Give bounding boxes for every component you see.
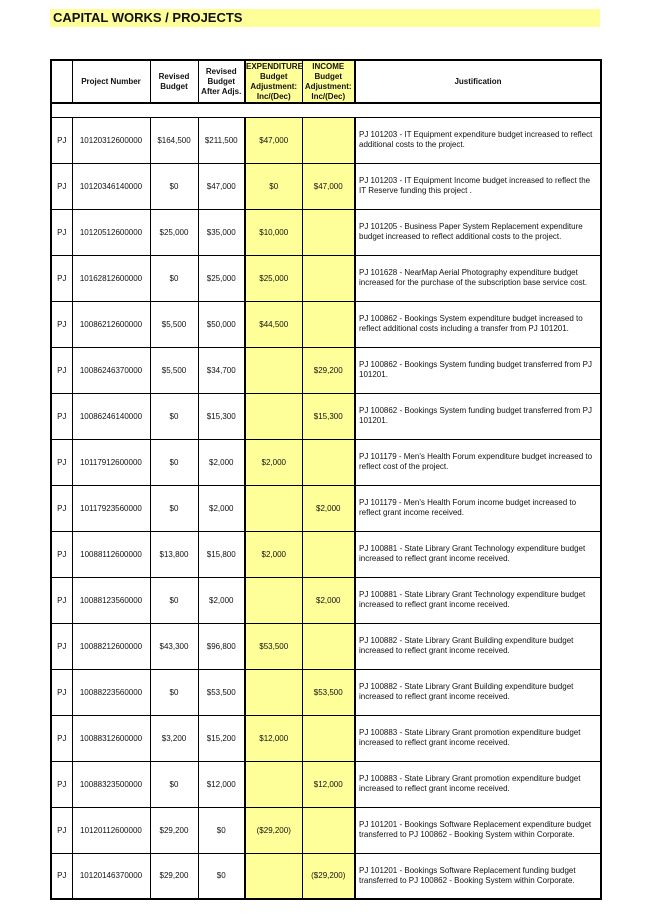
cell-income xyxy=(302,255,355,301)
cell-expenditure xyxy=(245,347,302,393)
cell-justification: PJ 101179 - Men's Health Forum expenditure budget increased to reflect cost of the project. xyxy=(355,439,601,485)
cell-revised-budget: $25,000 xyxy=(150,209,198,255)
cell-project-number: 10086246140000 xyxy=(72,393,150,439)
cell-justification: PJ 101203 - IT Equipment expenditure budget increased to reflect additional costs to the project. xyxy=(355,117,601,163)
cell-income: $15,300 xyxy=(302,393,355,439)
cell-type: PJ xyxy=(51,807,72,853)
cell-justification: PJ 100862 - Bookings System funding budget transferred from PJ 101201. xyxy=(355,393,601,439)
cell-revised-budget: $0 xyxy=(150,255,198,301)
cell-justification: PJ 100882 - State Library Grant Building expenditure budget increased to reflect grant income received. xyxy=(355,669,601,715)
cell-revised-after: $50,000 xyxy=(198,301,245,347)
cell-revised-after: $15,300 xyxy=(198,393,245,439)
cell-revised-budget: $0 xyxy=(150,761,198,807)
cell-project-number: 10117923560000 xyxy=(72,485,150,531)
cell-project-number: 10120512600000 xyxy=(72,209,150,255)
cell-revised-after: $211,500 xyxy=(198,117,245,163)
cell-project-number: 10088223560000 xyxy=(72,669,150,715)
table-row xyxy=(51,761,601,807)
cell-expenditure: $0 xyxy=(245,163,302,209)
cell-justification: PJ 100883 - State Library Grant promotion expenditure budget increased to reflect grant income received. xyxy=(355,761,601,807)
cell-justification: PJ 100862 - Bookings System expenditure budget increased to reflect additional costs including a transfer from PJ 101201. xyxy=(355,301,601,347)
cell-project-number: 10120346140000 xyxy=(72,163,150,209)
header-revised-after: Revised Budget After Adjs. xyxy=(198,60,245,103)
cell-income xyxy=(302,439,355,485)
cell-expenditure: ($29,200) xyxy=(245,807,302,853)
cell-income: $29,200 xyxy=(302,347,355,393)
cell-income xyxy=(302,531,355,577)
cell-revised-budget: $0 xyxy=(150,577,198,623)
capital-works-table xyxy=(50,59,602,900)
cell-revised-after: $2,000 xyxy=(198,577,245,623)
cell-expenditure xyxy=(245,577,302,623)
cell-type: PJ xyxy=(51,531,72,577)
table-row xyxy=(51,807,601,853)
cell-project-number: 10120112600000 xyxy=(72,807,150,853)
cell-income xyxy=(302,301,355,347)
header-type xyxy=(51,60,72,103)
cell-justification: PJ 100862 - Bookings System funding budget transferred from PJ 101201. xyxy=(355,347,601,393)
table-row xyxy=(51,531,601,577)
cell-revised-after: $96,800 xyxy=(198,623,245,669)
cell-income: $47,000 xyxy=(302,163,355,209)
cell-type: PJ xyxy=(51,209,72,255)
cell-revised-budget: $0 xyxy=(150,393,198,439)
cell-revised-after: $25,000 xyxy=(198,255,245,301)
cell-revised-after: $0 xyxy=(198,807,245,853)
cell-revised-after: $47,000 xyxy=(198,163,245,209)
title-bar xyxy=(50,9,600,27)
cell-expenditure: $12,000 xyxy=(245,715,302,761)
cell-justification: PJ 100882 - State Library Grant Building expenditure budget increased to reflect grant income received. xyxy=(355,623,601,669)
cell-revised-budget: $0 xyxy=(150,485,198,531)
cell-justification: PJ 101203 - IT Equipment Income budget increased to reflect the IT Reserve funding this project . xyxy=(355,163,601,209)
cell-project-number: 10120146370000 xyxy=(72,853,150,899)
table-row xyxy=(51,577,601,623)
header-expenditure: EXPENDITURE Budget Adjustment: Inc/(Dec) xyxy=(245,60,302,103)
cell-revised-after: $35,000 xyxy=(198,209,245,255)
page-title: CAPITAL WORKS / PROJECTS xyxy=(53,10,243,25)
cell-revised-after: $34,700 xyxy=(198,347,245,393)
cell-revised-after: $2,000 xyxy=(198,485,245,531)
cell-expenditure: $2,000 xyxy=(245,439,302,485)
cell-type: PJ xyxy=(51,485,72,531)
cell-expenditure xyxy=(245,669,302,715)
cell-expenditure: $25,000 xyxy=(245,255,302,301)
cell-revised-budget: $29,200 xyxy=(150,853,198,899)
cell-revised-after: $15,800 xyxy=(198,531,245,577)
cell-type: PJ xyxy=(51,255,72,301)
table-row xyxy=(51,209,601,255)
cell-type: PJ xyxy=(51,301,72,347)
cell-income: $12,000 xyxy=(302,761,355,807)
cell-income: $2,000 xyxy=(302,485,355,531)
cell-type: PJ xyxy=(51,623,72,669)
cell-income xyxy=(302,209,355,255)
cell-type: PJ xyxy=(51,347,72,393)
cell-justification: PJ 101179 - Men's Health Forum income budget increased to reflect grant income received. xyxy=(355,485,601,531)
cell-revised-after: $53,500 xyxy=(198,669,245,715)
cell-revised-after: $15,200 xyxy=(198,715,245,761)
cell-expenditure: $2,000 xyxy=(245,531,302,577)
cell-project-number: 10086212600000 xyxy=(72,301,150,347)
cell-income: ($29,200) xyxy=(302,853,355,899)
table-row xyxy=(51,715,601,761)
cell-income xyxy=(302,715,355,761)
cell-revised-budget: $5,500 xyxy=(150,301,198,347)
cell-type: PJ xyxy=(51,669,72,715)
cell-income: $2,000 xyxy=(302,577,355,623)
cell-type: PJ xyxy=(51,577,72,623)
cell-expenditure xyxy=(245,761,302,807)
cell-justification: PJ 100881 - State Library Grant Technology expenditure budget increased to reflect grant income received. xyxy=(355,577,601,623)
cell-revised-after: $0 xyxy=(198,853,245,899)
cell-revised-budget: $5,500 xyxy=(150,347,198,393)
cell-type: PJ xyxy=(51,117,72,163)
cell-revised-budget: $29,200 xyxy=(150,807,198,853)
table-row xyxy=(51,669,601,715)
cell-income: $53,500 xyxy=(302,669,355,715)
table-row xyxy=(51,255,601,301)
cell-expenditure xyxy=(245,393,302,439)
header-revised-budget: Revised Budget xyxy=(150,60,198,103)
cell-type: PJ xyxy=(51,715,72,761)
header-row xyxy=(51,60,601,103)
cell-project-number: 10088123560000 xyxy=(72,577,150,623)
cell-expenditure: $47,000 xyxy=(245,117,302,163)
cell-type: PJ xyxy=(51,439,72,485)
cell-income xyxy=(302,117,355,163)
table-row xyxy=(51,485,601,531)
header-project-number: Project Number xyxy=(72,60,150,103)
cell-expenditure xyxy=(245,853,302,899)
cell-type: PJ xyxy=(51,163,72,209)
spacer-row xyxy=(51,103,601,117)
header-income: INCOME Budget Adjustment: Inc/(Dec) xyxy=(302,60,355,103)
cell-project-number: 10088312600000 xyxy=(72,715,150,761)
cell-project-number: 10162812600000 xyxy=(72,255,150,301)
table-row xyxy=(51,439,601,485)
table-row xyxy=(51,393,601,439)
cell-expenditure: $44,500 xyxy=(245,301,302,347)
cell-project-number: 10088212600000 xyxy=(72,623,150,669)
cell-revised-budget: $0 xyxy=(150,439,198,485)
cell-project-number: 10120312600000 xyxy=(72,117,150,163)
table-row xyxy=(51,853,601,899)
cell-justification: PJ 101628 - NearMap Aerial Photography expenditure budget increased for the purchase of the subscription base service cost. xyxy=(355,255,601,301)
cell-revised-budget: $164,500 xyxy=(150,117,198,163)
cell-revised-budget: $3,200 xyxy=(150,715,198,761)
cell-revised-budget: $0 xyxy=(150,669,198,715)
cell-income xyxy=(302,807,355,853)
cell-type: PJ xyxy=(51,853,72,899)
cell-justification: PJ 101201 - Bookings Software Replacement expenditure budget transferred to PJ 100862 - Booking System within Corporate. xyxy=(355,807,601,853)
cell-justification: PJ 101201 - Bookings Software Replacement funding budget transferred to PJ 100862 - Booking System within Corporate. xyxy=(355,853,601,899)
cell-expenditure: $53,500 xyxy=(245,623,302,669)
cell-revised-after: $2,000 xyxy=(198,439,245,485)
table-row xyxy=(51,623,601,669)
table-row xyxy=(51,347,601,393)
header-justification: Justification xyxy=(355,60,601,103)
table-row xyxy=(51,301,601,347)
cell-project-number: 10117912600000 xyxy=(72,439,150,485)
cell-revised-budget: $13,800 xyxy=(150,531,198,577)
cell-project-number: 10088112600000 xyxy=(72,531,150,577)
cell-justification: PJ 100881 - State Library Grant Technology expenditure budget increased to reflect grant income received. xyxy=(355,531,601,577)
table-row xyxy=(51,117,601,163)
cell-income xyxy=(302,623,355,669)
cell-justification: PJ 101205 - Business Paper System Replacement expenditure budget increased to reflect additional costs to the project. xyxy=(355,209,601,255)
cell-expenditure: $10,000 xyxy=(245,209,302,255)
cell-project-number: 10086246370000 xyxy=(72,347,150,393)
cell-revised-budget: $0 xyxy=(150,163,198,209)
cell-revised-after: $12,000 xyxy=(198,761,245,807)
cell-revised-budget: $43,300 xyxy=(150,623,198,669)
table-row xyxy=(51,163,601,209)
cell-project-number: 10088323500000 xyxy=(72,761,150,807)
cell-expenditure xyxy=(245,485,302,531)
cell-type: PJ xyxy=(51,761,72,807)
cell-justification: PJ 100883 - State Library Grant promotion expenditure budget increased to reflect grant income received. xyxy=(355,715,601,761)
cell-type: PJ xyxy=(51,393,72,439)
